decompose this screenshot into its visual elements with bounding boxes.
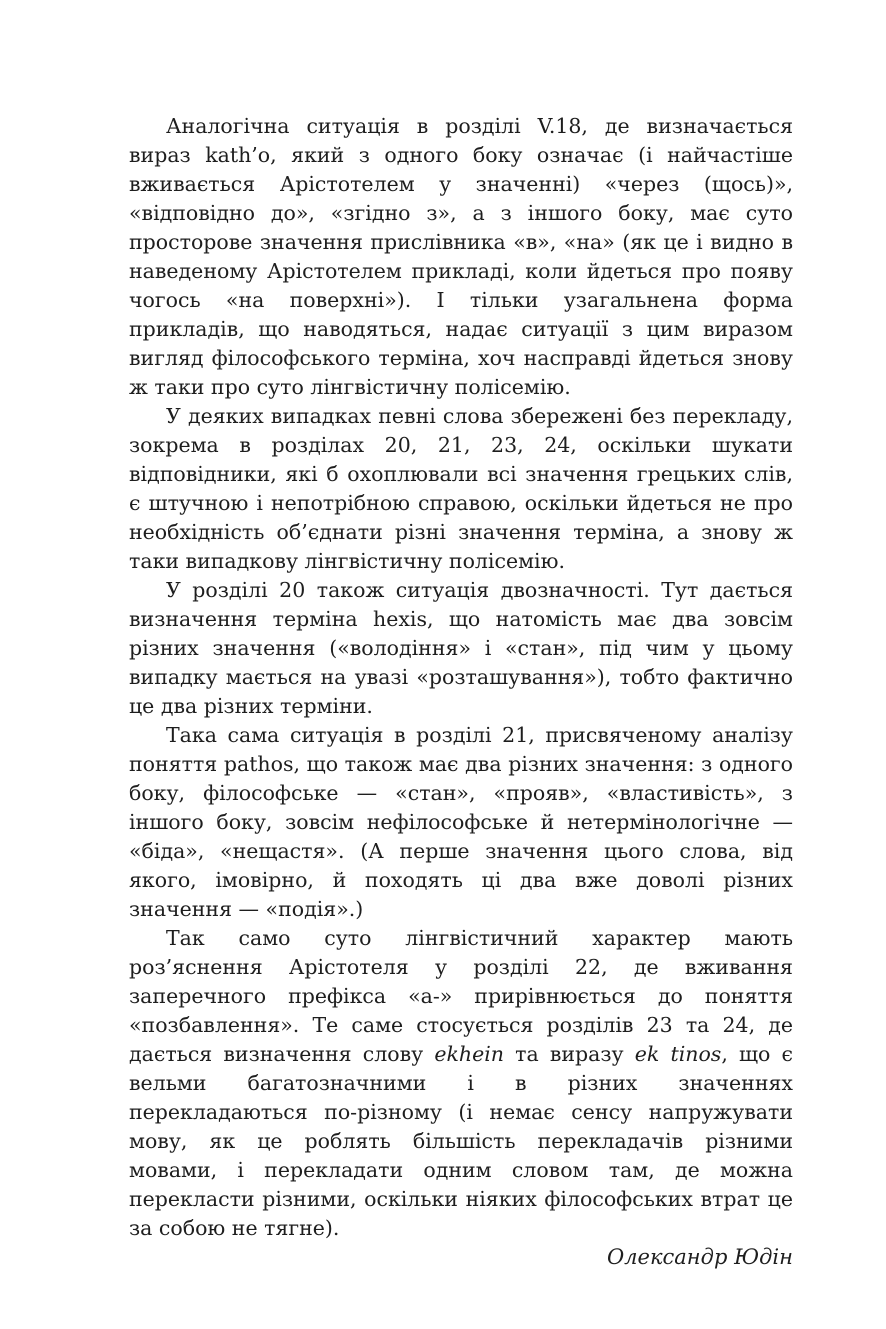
paragraph-3: У розділі 20 також ситуація двозначності. Тут дається визначення терміна hexis, що натомість має два зовсім різних значення («володіння» і «стан», під чим у цьому випадку мається на увазі «розташування»), тобто фактично це два різних терміни. [129, 578, 793, 718]
paragraph-5-text-2: та виразу [503, 1042, 635, 1066]
paragraph-4: Така сама ситуація в розділі 21, присвяченому аналізу поняття pathos, що також має два різних значення: з одного боку, філософське — «стан», «прояв», «властивість», з іншого боку, зовсім нефілософське й нетермінологічне — «біда», «нещастя». (А перше значення цього слова, від якого, імовірно, й походять ці два вже доволі різних значення — «подія».) [129, 723, 793, 921]
author-signature: Олександр Юдін [606, 1245, 793, 1269]
paragraph-1: Аналогічна ситуація в розділі V.18, де визначається вираз kath’o, який з одного боку означає (і найчастіше вживається Арістотелем у значенні) «через (щось)», «відповідно до», «згідно з», а з іншого боку, має суто просторове значення прислівника «в», «на» (як це і видно в наведеному Арістотелем прикладі, коли йдеться про появу чогось «на поверхні»). І тільки узагальнена форма прикладів, що наводяться, надає ситуації з цим виразом вигляд філософського терміна, хоч насправді йдеться знову ж таки про суто лінгвістичну полісемію. [129, 114, 793, 399]
paragraph-5 [129, 924, 793, 1243]
paragraph-2: У деяких випадках певні слова збережені без перекладу, зокрема в розділах 20, 21, 23, 24, оскільки шукати відповідники, які б охоплювали всі значення грецьких слів, є штучною і непотрібною справою, оскільки йдеться не про необхідність об’єднати різні значення терміна, а знову ж таки випадкову лінгвістичну полісемію. [129, 404, 793, 573]
paragraph-5-text-3: , що є вельми багатозначними і в різних значеннях перекладаються по-різному (і немає сенсу напружувати мову, як це роблять більшість перекладачів різними мовами, і перекладати одним словом там, де можна перекласти різними, оскільки ніяких філософських втрат це за собою не тягне). [129, 1042, 794, 1240]
document-page [129, 112, 793, 1272]
term-ekhein: ekhein [434, 1042, 504, 1066]
term-ek-tinos: ek tinos [634, 1042, 722, 1066]
paragraph-5-text-1: Так само суто лінгвістичний характер мають роз’яснення Арістотеля у розділі 22, де вживання заперечного префікса «а-» прирівнюється до поняття «позбавлення». Те саме стосується розділів 23 та 24, де дається визначення слову [129, 926, 793, 1066]
